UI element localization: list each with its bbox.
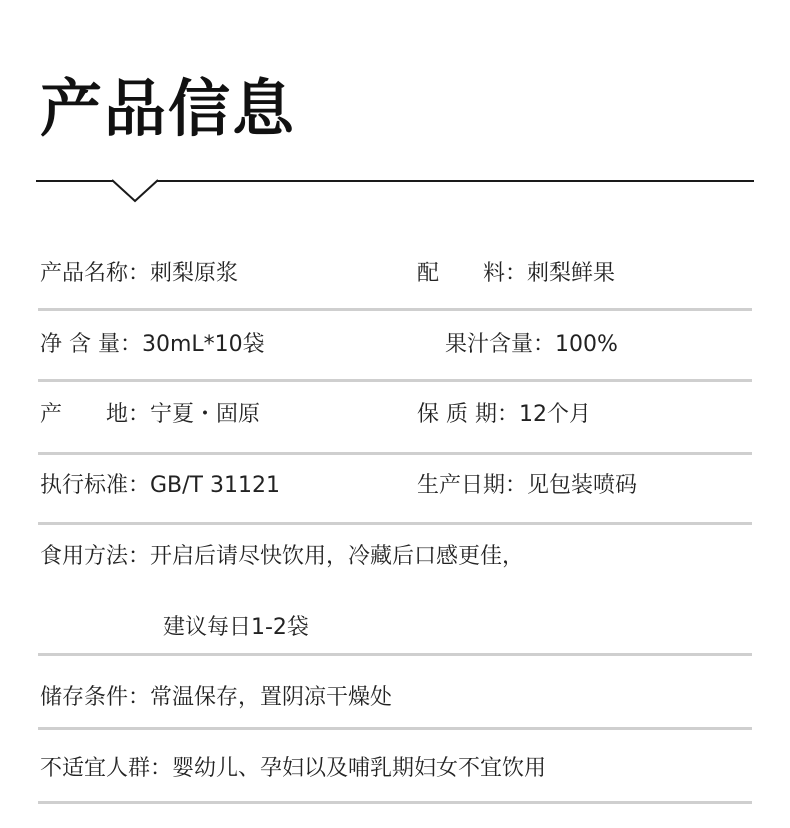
standard: 执行标准：GB/T 31121 [40,473,280,498]
ingredients: 配 料：刺梨鲜果 [417,261,616,286]
notch-arrow-icon [112,179,158,203]
row-divider [38,653,752,656]
row-divider [38,522,752,525]
net-content: 净 含 量：30mL*10袋 [40,332,265,357]
juice-content: 果汁含量：100% [445,332,618,357]
row-divider [38,727,752,730]
usage-line-1: 食用方法：开启后请尽快饮用，冷藏后口感更佳， [40,544,525,569]
origin: 产 地：宁夏・固原 [40,402,261,427]
row-divider [38,452,752,455]
production-date: 生产日期：见包装喷码 [417,473,638,498]
product-name: 产品名称：刺梨原浆 [40,261,239,286]
page-title: 产品信息 [40,72,297,145]
row-divider [38,801,752,804]
unsuitable-groups: 不适宜人群：婴幼儿、孕妇以及哺乳期妇女不宜饮用 [40,756,547,781]
shelf-life: 保 质 期：12个月 [417,402,591,427]
usage-line-2: 建议每日1-2袋 [163,615,309,640]
row-divider [38,308,752,311]
storage: 储存条件：常温保存，置阴凉干燥处 [40,685,393,710]
row-divider [38,379,752,382]
